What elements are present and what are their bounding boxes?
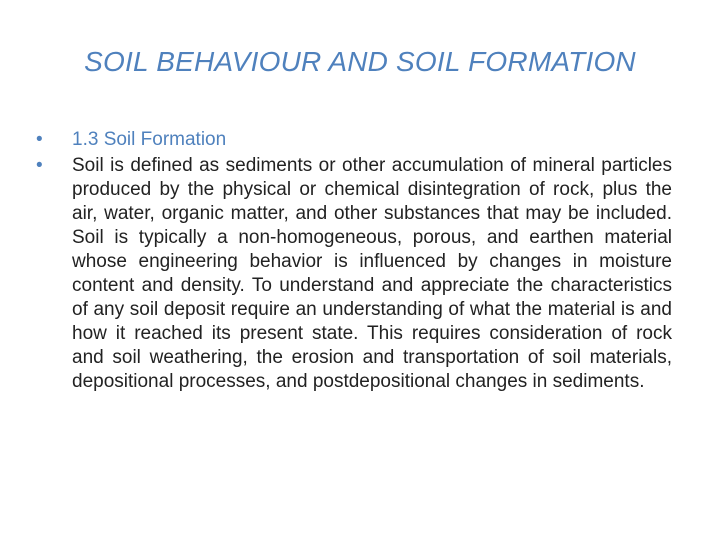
slide-title: SOIL BEHAVIOUR AND SOIL FORMATION [84,46,636,77]
slide-content [36,128,672,394]
bullet-marker: • [36,129,43,150]
bullet-marker: • [36,155,43,176]
bullet-item-section-heading [36,128,672,152]
definition-paragraph: Soil is defined as sediments or other accumulation of mineral particles produced by the physical or chemical disintegration of rock, plus the air, water, organic matter, and other substances that may be included. Soil is typically a non-homogeneous, porous, and earthen material whose engineering behavior is influenced by changes in moisture content and density. To understand and appreciate the characteristics of any soil deposit require an understanding of what the material is and how it reached its present state. This requires consideration of rock and soil weathering, the erosion and transportation of soil materials, depositional processes, and postdepositional changes in sediments. [72,155,672,392]
section-heading: 1.3 Soil Formation [72,129,227,150]
bullet-item-definition [36,154,672,394]
